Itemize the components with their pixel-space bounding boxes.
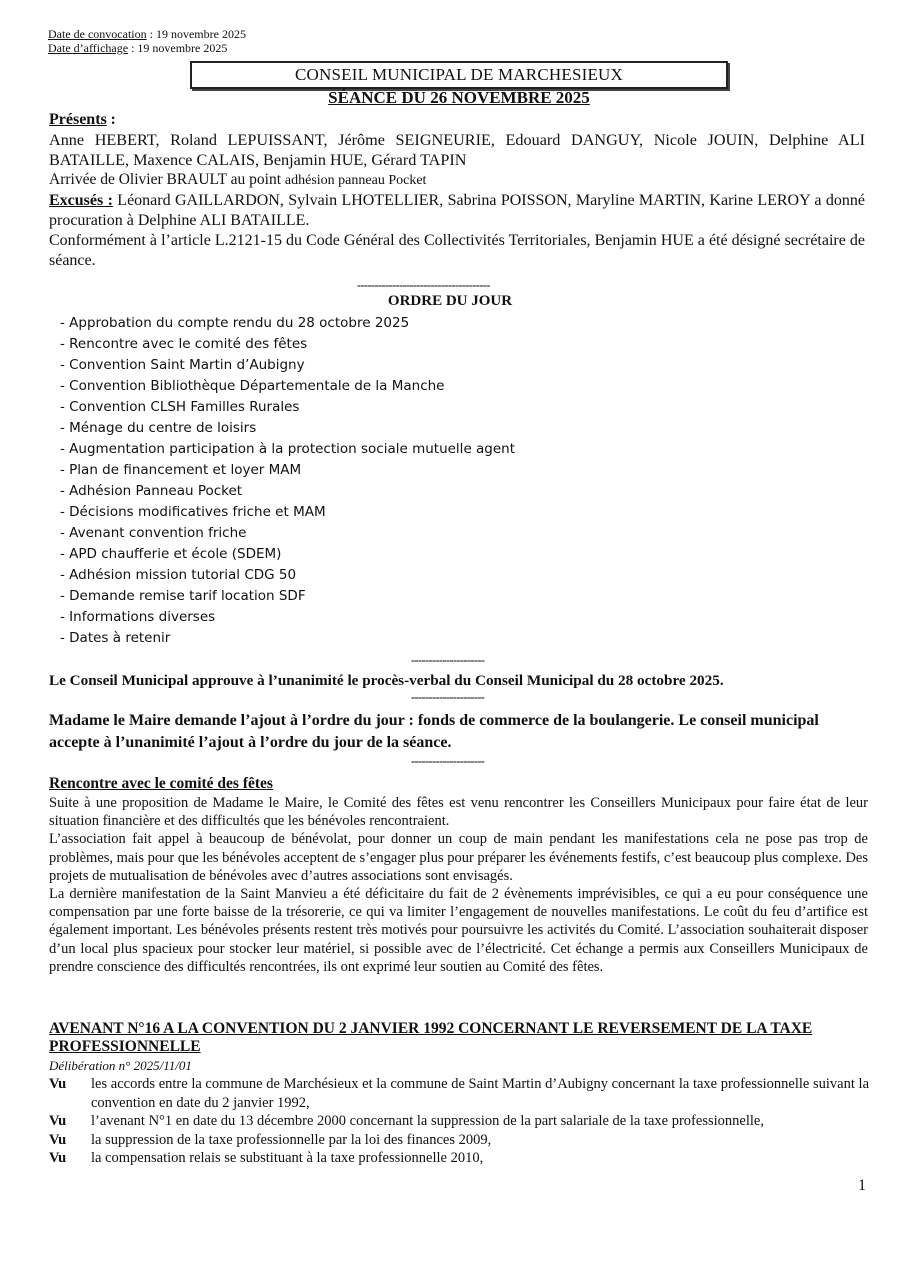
list-item: - Convention CLSH Familles Rurales: [60, 399, 300, 415]
list-item: - Dates à retenir: [60, 630, 171, 646]
council-title: CONSEIL MUNICIPAL DE MARCHESIEUX: [190, 61, 728, 89]
list-item: - Adhésion Panneau Pocket: [60, 483, 243, 499]
arrival-line: Arrivée de Olivier BRAULT au point adhésion panneau Pocket: [49, 171, 427, 188]
excuses-line: Excusés : Léonard GAILLARDON, Sylvain LHOTELLIER, Sabrina POISSON, Maryline MARTIN, Karine LEROY a donné procuration à Delphine ALI BATAILLE.: [49, 192, 865, 229]
vu-item: Vu la suppression de la taxe professionnelle par la loi des finances 2009,: [49, 1131, 492, 1148]
list-item: - Informations diverses: [60, 609, 216, 625]
vu-list: [49, 1075, 869, 1168]
ordre-du-jour-list: [60, 313, 515, 649]
comite-section: [49, 774, 868, 976]
list-item: - Adhésion mission tutorial CDG 50: [60, 567, 297, 583]
secretaire-line: Conformément à l’article L.2121-15 du Code Général des Collectivités Territoriales, Benjamin HUE a été désigné secrétaire de séance.: [49, 232, 865, 269]
presents-names: Anne HEBERT, Roland LEPUISSANT, Jérôme SEIGNEURIE, Edouard DANGUY, Nicole JOUIN, Delphine ALI BATAILLE, Maxence CALAIS, Benjamin HUE, Gérard TAPIN: [49, 131, 865, 169]
comite-paragraph-2: L’association fait appel à beaucoup de bénévolat, pour donner un coup de main pendant les manifestations cela ne pose pas trop de problèmes, mais pour que les bénévoles acceptent de s’engager plus pour préparer les événements festifs, c’est beaucoup plus complexe. Des projets de mutualisation de bénévoles avec d’autres associations sont envisagés.: [49, 831, 868, 884]
list-item: - Rencontre avec le comité des fêtes: [60, 336, 308, 352]
list-item: - Convention Bibliothèque Départementale de la Manche: [60, 378, 445, 394]
list-item: - Demande remise tarif location SDF: [60, 588, 306, 604]
avenant-title: AVENANT N°16 A LA CONVENTION DU 2 JANVIER 1992 CONCERNANT LE REVERSEMENT DE LA TAXE PROFESSIONNELLE: [49, 1020, 813, 1055]
presents-heading: Présents :: [49, 111, 116, 128]
seance-title: SÉANCE DU 26 NOVEMBRE 2025: [328, 88, 590, 107]
list-item: - APD chaufferie et école (SDEM): [60, 546, 282, 562]
ajout-statement: Madame le Maire demande l’ajout à l’ordre du jour : fonds de commerce de la boulangerie. Le conseil municipal accepte à l’unanimité l’ajout à l’ordre du jour de la séance.: [49, 712, 819, 751]
comite-title: Rencontre avec le comité des fêtes: [49, 775, 273, 792]
affichage-date: Date d’affichage : 19 novembre 2025: [48, 41, 228, 55]
separator: ---------------------: [411, 754, 485, 768]
list-item: - Plan de financement et loyer MAM: [60, 462, 302, 478]
separator: ---------------------: [411, 653, 485, 667]
comite-paragraph-3: La dernière manifestation de la Saint Manvieu a été déficitaire du fait de 2 évènements imprévisibles, ce qui a eu pour conséquence une compensation par une forte baisse de la trésorerie, ce qui va limiter l’engagement de nouvelles manifestations. Le coût du feu d’artifice est également important. Les bénévoles présents restent très motivés pour poursuivre les activités du Comité. L’association souhaiterait disposer d’un local plus spacieux pour stocker leur matériel, si possible avec de l’électricité. Cet échange a permis aux Conseillers Municipaux de prendre conscience des difficultés rencontrées, ils ont exprimé leur soutien au Comité des fêtes.: [49, 886, 868, 975]
separator: ---------------------: [411, 690, 485, 704]
list-item: - Décisions modificatives friche et MAM: [60, 504, 326, 520]
comite-paragraph-1: Suite à une proposition de Madame le Maire, le Comité des fêtes est venu rencontrer les Conseillers Municipaux pour faire état de leur situation financière et des difficultés que les bénévoles rencontraient.: [49, 795, 868, 830]
convocation-date: Date de convocation : 19 novembre 2025: [48, 27, 246, 41]
list-item: - Avenant convention friche: [60, 525, 247, 541]
separator: --------------------------------------: [357, 278, 490, 292]
vu-item: Vu l’avenant N°1 en date du 13 décembre 2000 concernant la suppression de la part salariale de la taxe professionnelle,: [49, 1113, 764, 1129]
list-item: - Convention Saint Martin d’Aubigny: [60, 357, 305, 373]
page-number: 1: [858, 1177, 866, 1194]
vu-item: Vu la compensation relais se substituant à la taxe professionnelle 2010,: [49, 1150, 484, 1166]
deliberation-number: Délibération n° 2025/11/01: [49, 1058, 192, 1073]
list-item: - Augmentation participation à la protection sociale mutuelle agent: [60, 441, 516, 457]
header-dates: [48, 27, 246, 55]
ordre-du-jour-title: ORDRE DU JOUR: [387, 293, 513, 309]
approbation-statement: Le Conseil Municipal approuve à l’unanimité le procès-verbal du Conseil Municipal du 28 octobre 2025.: [49, 672, 724, 689]
list-item: - Approbation du compte rendu du 28 octobre 2025: [60, 315, 410, 331]
attendance-block: [49, 110, 865, 271]
list-item: - Ménage du centre de loisirs: [60, 420, 257, 436]
vu-item: Vu les accords entre la commune de Marchésieux et la commune de Saint Martin d’Aubigny concernant la taxe professionnelle suivant la convention en date du 2 janvier 1992,: [49, 1076, 869, 1111]
